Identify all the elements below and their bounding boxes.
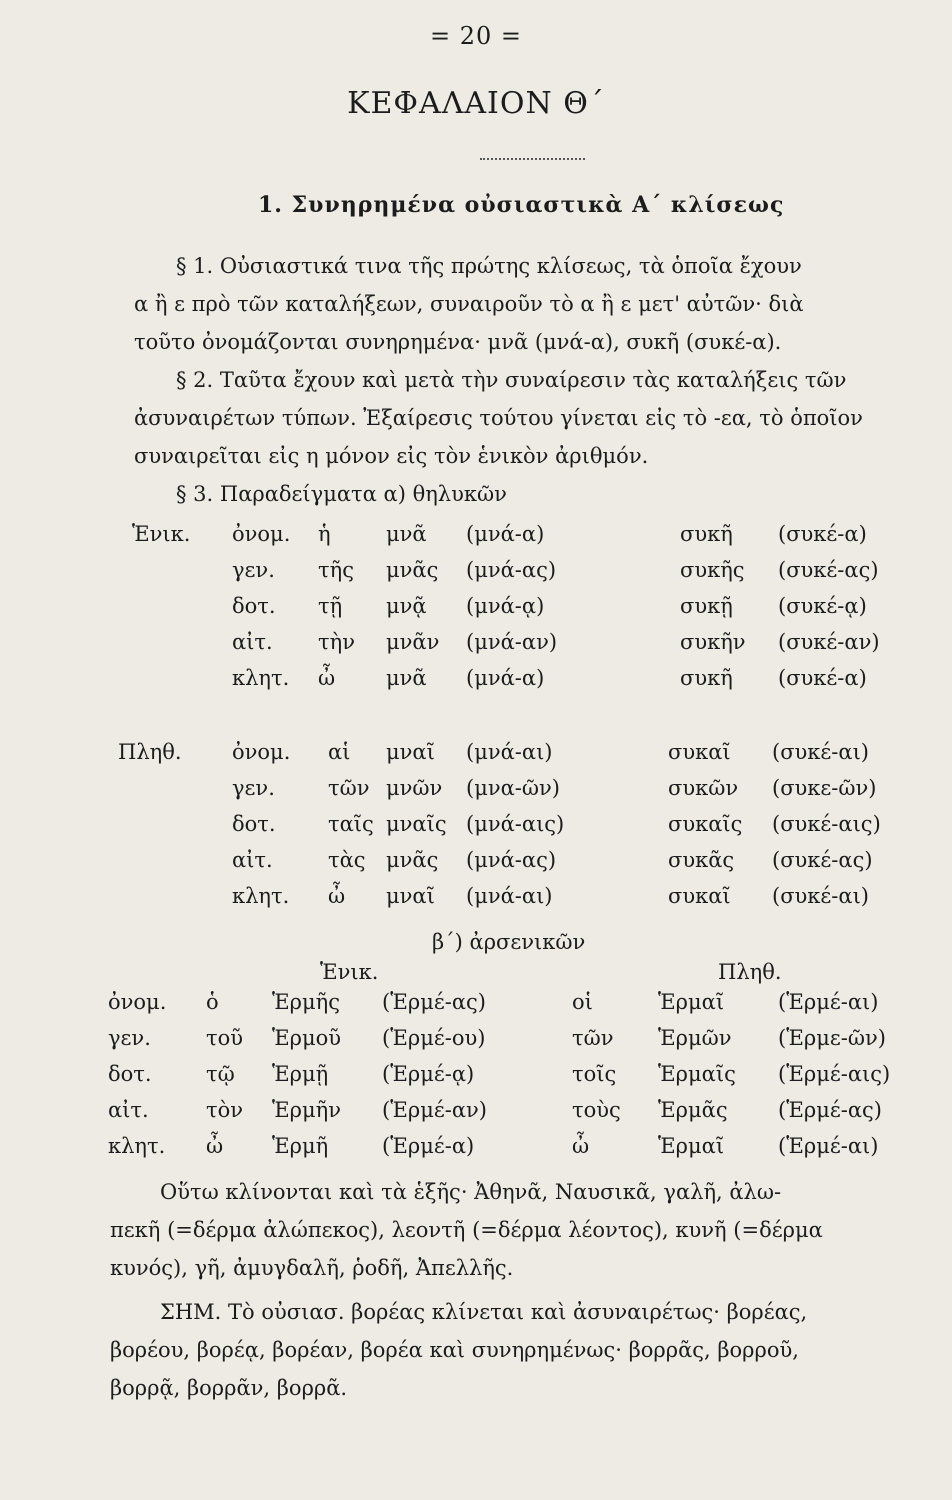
masc-art-3: τὸν (206, 1098, 244, 1122)
fem-plur-noun-0: μναῖ (386, 740, 435, 764)
para4-line2: πεκῆ (=δέρμα ἀλώπεκος), λεοντῆ (=δέρμα λέοντος), κυνῆ (=δέρμα (110, 1218, 823, 1242)
masc-art-2: τῷ (206, 1062, 235, 1086)
fem-sing-art-1: τῆς (318, 558, 354, 582)
masc-singular-label: Ἑνικ. (320, 960, 379, 984)
masc-case-0: ὀνομ. (108, 990, 167, 1014)
masc-art-0: ὁ (206, 990, 219, 1014)
fem-plur-art-3: τὰς (328, 848, 366, 872)
fem-plur-noun-4: μναῖ (386, 884, 435, 908)
fem-plur-case-1: γεν. (232, 776, 275, 800)
fem-plur-open2-3: (συκέ-ας) (772, 848, 873, 872)
fem-sing-open-1: (μνά-ας) (466, 558, 557, 582)
fem-singular-label: Ἑνικ. (132, 522, 191, 546)
fem-sing-open2-3: (συκέ-αν) (778, 630, 880, 654)
fem-sing-noun2-4: συκῆ (680, 666, 733, 690)
masc-noun2-3: Ἑρμᾶς (658, 1098, 728, 1122)
masc-noun2-1: Ἑρμῶν (658, 1026, 732, 1050)
fem-plur-open-4: (μνά-αι) (466, 884, 553, 908)
note-line2: βορέου, βορέᾳ, βορέαν, βορέα καὶ συνηρημένως· βορρᾶς, βορροῦ, (110, 1338, 799, 1362)
para2-line3: συναιρεῖται εἰς η μόνον εἰς τὸν ἑνικὸν ἀριθμόν. (134, 444, 649, 468)
fem-sing-art-2: τῇ (318, 594, 343, 618)
fem-plur-open2-2: (συκέ-αις) (772, 812, 881, 836)
masc-open-1: (Ἑρμέ-ου) (382, 1026, 486, 1050)
para1-line2: α ἢ ε πρὸ τῶν καταλήξεων, συναιροῦν τὸ α ἢ ε μετ' αὐτῶν· διὰ (134, 292, 804, 316)
masc-open2-0: (Ἑρμέ-αι) (778, 990, 879, 1014)
fem-sing-open-3: (μνά-αν) (466, 630, 558, 654)
fem-plur-noun-2: μναῖς (386, 812, 447, 836)
fem-sing-open2-4: (συκέ-α) (778, 666, 867, 690)
fem-sing-noun-0: μνᾶ (386, 522, 427, 546)
fem-plur-open2-0: (συκέ-αι) (772, 740, 870, 764)
masc-case-4: κλητ. (108, 1134, 166, 1158)
section-heading: 1. Συνηρημένα οὐσιαστικὰ Α΄ κλίσεως (258, 192, 785, 218)
dotted-divider (480, 158, 585, 160)
para2-line1: § 2. Ταῦτα ἔχουν καὶ μετὰ τὴν συναίρεσιν τὰς καταλήξεις τῶν (176, 368, 847, 392)
fem-plur-case-4: κλητ. (232, 884, 290, 908)
masc-noun-2: Ἑρμῇ (272, 1062, 329, 1086)
fem-sing-case-2: δοτ. (232, 594, 276, 618)
masc-art2-1: τῶν (572, 1026, 614, 1050)
fem-plur-case-2: δοτ. (232, 812, 276, 836)
fem-plural-label: Πληθ. (118, 740, 182, 764)
masc-art2-2: τοῖς (572, 1062, 617, 1086)
masc-case-1: γεν. (108, 1026, 151, 1050)
fem-plur-art-2: ταῖς (328, 812, 374, 836)
masc-art2-0: οἱ (572, 990, 593, 1014)
fem-sing-noun2-0: συκῆ (680, 522, 733, 546)
fem-plur-art-0: αἱ (328, 740, 351, 764)
masc-open2-1: (Ἑρμε-ῶν) (778, 1026, 886, 1050)
fem-plur-noun2-1: συκῶν (668, 776, 739, 800)
masc-plural-label: Πληθ. (718, 960, 782, 984)
fem-sing-noun2-1: συκῆς (680, 558, 745, 582)
masc-open-2: (Ἑρμέ-ᾳ) (382, 1062, 475, 1086)
fem-plur-case-3: αἰτ. (232, 848, 273, 872)
fem-sing-case-0: ὀνομ. (232, 522, 291, 546)
fem-sing-noun2-3: συκῆν (680, 630, 746, 654)
masc-noun2-2: Ἑρμαῖς (658, 1062, 736, 1086)
masc-noun2-4: Ἑρμαῖ (658, 1134, 725, 1158)
fem-plur-art-1: τῶν (328, 776, 370, 800)
masc-case-2: δοτ. (108, 1062, 152, 1086)
masc-open2-4: (Ἑρμέ-αι) (778, 1134, 879, 1158)
masc-noun2-0: Ἑρμαῖ (658, 990, 725, 1014)
fem-plur-noun2-3: συκᾶς (668, 848, 735, 872)
masc-art2-3: τοὺς (572, 1098, 621, 1122)
masc-open2-3: (Ἑρμέ-ας) (778, 1098, 882, 1122)
note-line1: ΣΗΜ. Τὸ οὐσιασ. βορέας κλίνεται καὶ ἀσυναιρέτως· βορέας, (160, 1300, 808, 1324)
fem-sing-case-1: γεν. (232, 558, 275, 582)
fem-sing-open2-1: (συκέ-ας) (778, 558, 879, 582)
masc-open-0: (Ἑρμέ-ας) (382, 990, 486, 1014)
fem-plur-noun2-2: συκαῖς (668, 812, 743, 836)
fem-plur-noun-3: μνᾶς (386, 848, 439, 872)
fem-plur-open-0: (μνά-αι) (466, 740, 553, 764)
fem-sing-art-4: ὦ (318, 666, 336, 690)
masc-noun-1: Ἑρμοῦ (272, 1026, 342, 1050)
fem-sing-noun-1: μνᾶς (386, 558, 439, 582)
page-number: = 20 = (429, 22, 522, 50)
fem-sing-noun2-2: συκῇ (680, 594, 733, 618)
masc-heading: β΄) ἀρσενικῶν (432, 930, 586, 954)
fem-sing-open-2: (μνά-ᾳ) (466, 594, 545, 618)
fem-sing-open2-0: (συκέ-α) (778, 522, 867, 546)
para2-line2: ἀσυναιρέτων τύπων. Ἐξαίρεσις τούτου γίνεται εἰς τὸ -εα, τὸ ὁποῖον (134, 406, 863, 430)
note-line3: βορρᾷ, βορρᾶν, βορρᾶ. (110, 1376, 348, 1400)
fem-plur-open2-1: (συκε-ῶν) (772, 776, 877, 800)
fem-plur-noun-1: μνῶν (386, 776, 443, 800)
fem-plur-art-4: ὦ (328, 884, 346, 908)
fem-sing-art-3: τὴν (318, 630, 355, 654)
fem-sing-noun-2: μνᾷ (386, 594, 427, 618)
masc-case-3: αἰτ. (108, 1098, 149, 1122)
fem-sing-case-3: αἰτ. (232, 630, 273, 654)
masc-noun-4: Ἑρμῆ (272, 1134, 329, 1158)
masc-open2-2: (Ἑρμέ-αις) (778, 1062, 891, 1086)
fem-plur-open-2: (μνά-αις) (466, 812, 565, 836)
masc-art-4: ὦ (206, 1134, 224, 1158)
fem-sing-open-0: (μνά-α) (466, 522, 545, 546)
para4-line3: κυνός), γῆ, ἀμυγδαλῆ, ῥοδῆ, Ἀπελλῆς. (110, 1256, 514, 1280)
fem-plur-noun2-4: συκαῖ (668, 884, 731, 908)
masc-noun-3: Ἑρμῆν (272, 1098, 342, 1122)
fem-plur-open-1: (μνα-ῶν) (466, 776, 560, 800)
masc-open-3: (Ἑρμέ-αν) (382, 1098, 487, 1122)
para4-line1: Οὕτω κλίνονται καὶ τὰ ἑξῆς· Ἀθηνᾶ, Ναυσικᾶ, γαλῆ, ἀλω- (160, 1180, 782, 1204)
para1-line3: τοῦτο ὀνομάζονται συνηρημένα· μνᾶ (μνά-α), συκῆ (συκέ-α). (134, 330, 782, 354)
fem-sing-open-4: (μνά-α) (466, 666, 545, 690)
fem-plur-case-0: ὀνομ. (232, 740, 291, 764)
masc-art2-4: ὦ (572, 1134, 590, 1158)
fem-plur-open-3: (μνά-ας) (466, 848, 557, 872)
fem-sing-art-0: ἡ (318, 522, 331, 546)
fem-sing-case-4: κλητ. (232, 666, 290, 690)
masc-open-4: (Ἑρμέ-α) (382, 1134, 475, 1158)
fem-plur-noun2-0: συκαῖ (668, 740, 731, 764)
masc-art-1: τοῦ (206, 1026, 244, 1050)
fem-sing-open2-2: (συκέ-ᾳ) (778, 594, 867, 618)
para3: § 3. Παραδείγματα α) θηλυκῶν (176, 482, 507, 506)
para1-line1: § 1. Οὐσιαστικά τινα τῆς πρώτης κλίσεως, τὰ ὁποῖα ἔχουν (176, 254, 802, 278)
chapter-title: ΚΕΦΑΛΑΙΟΝ Θ΄ (347, 86, 605, 121)
fem-sing-noun-4: μνᾶ (386, 666, 427, 690)
fem-sing-noun-3: μνᾶν (386, 630, 440, 654)
fem-plur-open2-4: (συκέ-αι) (772, 884, 870, 908)
masc-noun-0: Ἑρμῆς (272, 990, 341, 1014)
